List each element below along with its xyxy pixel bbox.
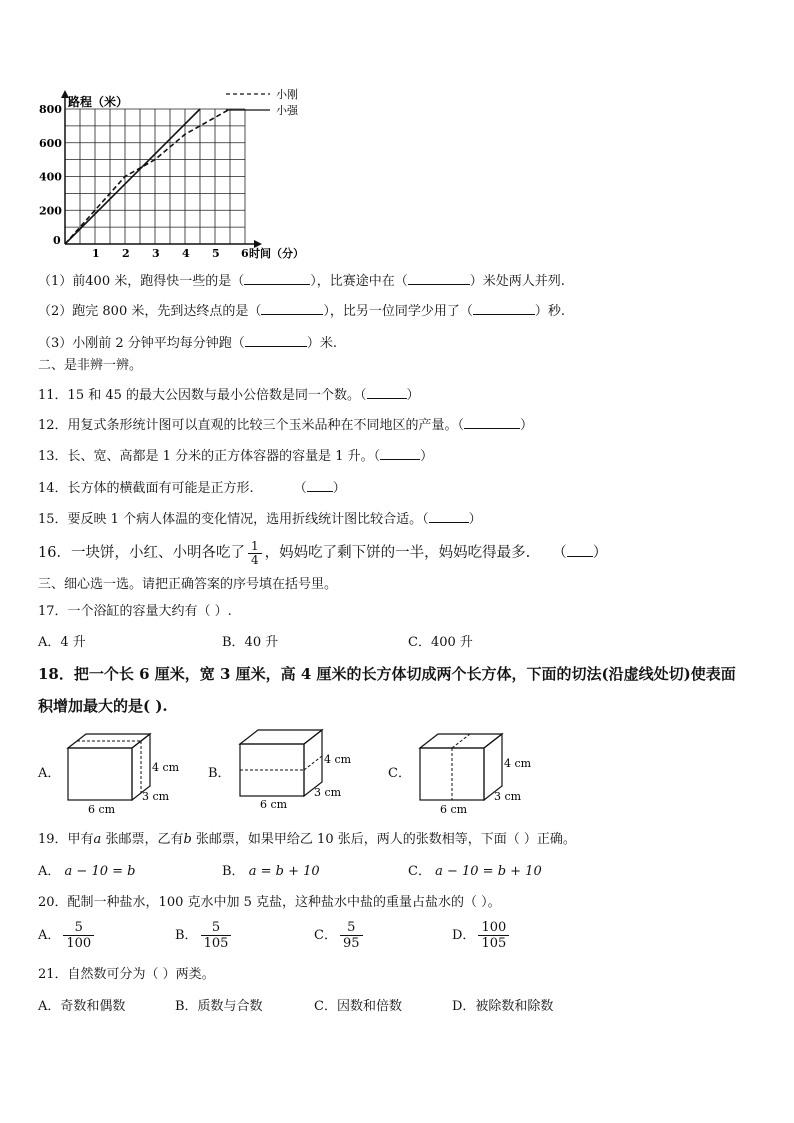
height-label: 4 cm [504,757,532,770]
q17-option-a[interactable]: A．4 升 [38,635,86,650]
q11: 11．15 和 45 的最大公因数与最小公倍数是同一个数。（ ） [38,388,420,403]
q19-option-a[interactable]: A． a − 10 = b [38,864,136,879]
height-label: 4 cm [152,761,180,774]
y-tick-label: 400 [39,170,62,184]
answer-blank[interactable] [307,479,333,492]
answer-blank[interactable] [473,302,535,315]
fraction: $\frac{5}{95}$ [340,920,363,951]
chart-legend [226,87,299,117]
q13: 13．长、宽、高都是 1 分米的正方体容器的容量是 1 升。（ ） [38,449,434,464]
fraction: $\frac{5}{100}$ [63,920,94,951]
q20-option-b[interactable]: B． $\frac{5}{105}$ [175,920,234,951]
q17-option-c[interactable]: C．400 升 [408,635,473,650]
y-tick-label: 200 [39,204,62,218]
legend-label-xiaogang: 小刚 [276,88,298,101]
q18-option-c-label[interactable]: C． [388,766,411,781]
answer-blank[interactable] [244,272,310,285]
legend-label-xiaoqiang: 小强 [276,104,298,117]
height-label: 4 cm [324,753,352,766]
q21-stem: 21．自然数可分为（ ）两类。 [38,967,215,982]
x-tick-label: 0 [53,234,61,247]
y-tick-label: 600 [39,136,62,150]
length-label: 6 cm [440,803,468,816]
answer-blank[interactable] [464,416,520,429]
width-label: 3 cm [494,790,522,803]
length-label: 6 cm [88,803,116,816]
x-tick-label: 5 [212,247,220,260]
q20-option-d[interactable]: D． $\frac{100}{105}$ [452,920,512,951]
q18-option-c-cuboid[interactable] [414,730,554,816]
x-tick-label: 6 [241,247,249,260]
cut-dashed-line [452,734,470,748]
answer-blank[interactable] [380,447,420,460]
answer-blank[interactable] [367,386,407,399]
q10-part3: （3）小刚前 2 分钟平均每分钟跑（ ）米. [38,336,337,351]
width-label: 3 cm [314,786,342,799]
y-tick-label: 800 [39,103,62,116]
q18-stem-line1: 18．把一个长 6 厘米，宽 3 厘米，高 4 厘米的长方体切成两个长方体，下面的切法(沿虚线处切)使表面 [38,665,736,683]
cuboid-front-face [68,748,132,800]
q19-option-c[interactable]: C． a − 10 = b + 10 [408,864,542,879]
q17-option-b[interactable]: B．40 升 [222,635,279,650]
q18-option-a-cuboid[interactable] [62,730,202,816]
q18-option-b-cuboid[interactable] [234,726,374,812]
answer-blank[interactable] [245,334,307,347]
fraction: $\frac{5}{105}$ [201,920,232,951]
q20-option-a[interactable]: A． $\frac{5}{100}$ [38,920,97,951]
x-axis-label: 时间（分） [249,247,304,260]
answer-blank[interactable] [261,302,323,315]
q21-option-d[interactable]: D．被除数和除数 [452,999,554,1014]
q10-part1: （1）前400 米，跑得快一些的是（ ），比赛途中在（ ）米处两人并列. [38,274,565,289]
q18-option-a-label[interactable]: A． [38,766,61,781]
q18-stem-line2: 积增加最大的是( ). [38,697,168,715]
cut-dashed-line [304,756,322,770]
x-tick-label: 1 [92,247,100,260]
q19-option-b[interactable]: B． a = b + 10 [222,864,320,879]
q12: 12．用复式条形统计图可以直观的比较三个玉米品种在不同地区的产量。（ ） [38,418,534,433]
y-axis-label: 路程（米） [68,95,129,109]
fraction-one-quarter: $\frac{1}{4}$ [248,540,262,567]
q15: 15．要反映 1 个病人体温的变化情况，选用折线统计图比较合适。（ ） [38,512,482,527]
x-tick-label: 4 [182,247,190,260]
fraction: $\frac{100}{105}$ [478,920,509,951]
chart-axes [61,90,262,248]
q20-stem: 20．配制一种盐水，100 克水中加 5 克盐，这种盐水中盐的重量占盐水的（ ）。 [38,895,501,910]
answer-blank[interactable] [567,544,593,557]
x-tick-label: 2 [122,247,130,260]
q21-option-c[interactable]: C．因数和倍数 [314,999,402,1014]
width-label: 3 cm [142,790,170,803]
answer-blank[interactable] [408,272,470,285]
distance-time-chart [30,82,350,262]
q20-option-c[interactable]: C． $\frac{5}{95}$ [314,920,366,951]
q18-option-b-label[interactable]: B． [208,766,231,781]
section-2-heading: 二、是非辨一辨。 [38,358,143,373]
q21-option-b[interactable]: B．质数与合数 [175,999,263,1014]
chart-grid [65,109,245,244]
q21-option-a[interactable]: A．奇数和偶数 [38,999,126,1014]
cuboid-top-face [240,730,322,744]
q14: 14．长方体的横截面有可能是正方形. （ ） [38,481,346,496]
q16: 16．一块饼，小红、小明各吃了 $\frac{1}{4}$ ，妈妈吃了剩下饼的一半，妈妈吃得最多. （ ） [38,538,608,567]
section-3-heading: 三、细心选一选。请把正确答案的序号填在括号里。 [38,577,338,592]
q10-part2: （2）跑完 800 米，先到达终点的是（ ），比另一位同学少用了（ ）秒. [38,304,566,319]
q19-stem: 19．甲有a 张邮票，乙有b 张邮票，如果甲给乙 10 张后，两人的张数相等，下面（ ）正确。 [38,832,576,847]
length-label: 6 cm [260,798,288,811]
x-tick-label: 3 [152,247,160,260]
answer-blank[interactable] [429,510,469,523]
q17-stem: 17．一个浴缸的容量大约有（ ）. [38,604,232,619]
